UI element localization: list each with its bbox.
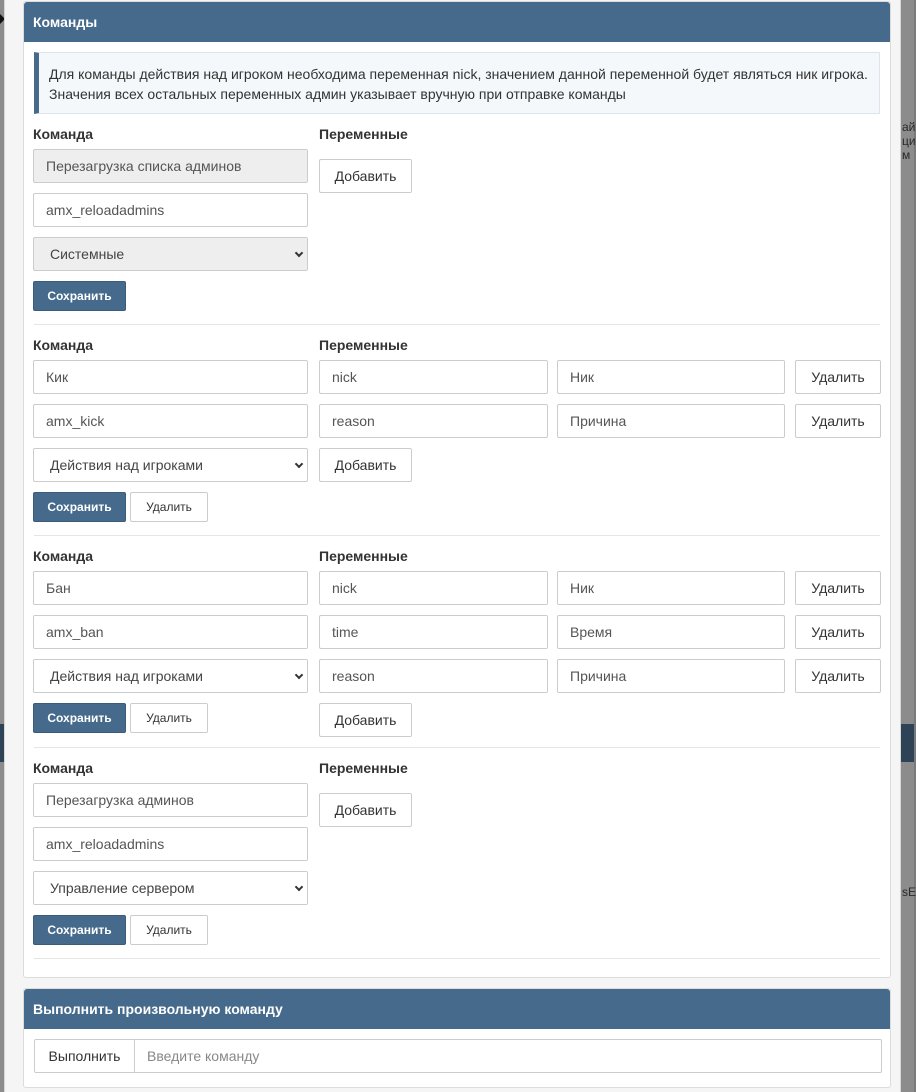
variables-label: Переменные bbox=[319, 548, 408, 564]
command-name-input[interactable]: Кик bbox=[33, 360, 308, 394]
chevron-down-icon bbox=[295, 883, 303, 891]
command-label: Команда bbox=[33, 126, 93, 142]
variable-label-input[interactable]: Ник bbox=[557, 571, 785, 605]
variables-label: Переменные bbox=[319, 337, 408, 353]
variables-label: Переменные bbox=[319, 760, 408, 776]
variable-name-input[interactable]: reason bbox=[319, 404, 548, 438]
delete-variable-button[interactable]: Удалить bbox=[795, 571, 881, 605]
command-string-input[interactable]: amx_reloadadmins bbox=[33, 827, 308, 861]
command-label: Команда bbox=[33, 760, 93, 776]
variable-label-input[interactable]: Время bbox=[557, 615, 785, 649]
delete-variable-button[interactable]: Удалить bbox=[795, 404, 881, 438]
chevron-down-icon bbox=[295, 671, 303, 679]
delete-command-button[interactable]: Удалить bbox=[130, 703, 208, 733]
command-string-input[interactable]: amx_reloadadmins bbox=[33, 193, 308, 227]
command-label: Команда bbox=[33, 337, 93, 353]
exec-panel-title: Выполнить произвольную команду bbox=[24, 989, 890, 1029]
category-select[interactable] bbox=[33, 871, 308, 905]
background-text: м bbox=[902, 148, 911, 162]
command-name-input[interactable]: Перезагрузка админов bbox=[33, 783, 308, 817]
category-select[interactable] bbox=[33, 448, 308, 482]
add-variable-button[interactable]: Добавить bbox=[319, 448, 412, 482]
delete-variable-button[interactable]: Удалить bbox=[795, 659, 881, 693]
background-text: ай bbox=[902, 120, 916, 134]
variable-label-input[interactable]: Причина bbox=[557, 404, 785, 438]
info-alert: Для команды действия над игроком необходима переменная nick, значением данной переменной будет являться ник игрока. Значения всех остальных переменных админ указывает вручную при отправке команды bbox=[34, 52, 880, 114]
command-string-input[interactable]: amx_kick bbox=[33, 404, 308, 438]
background-text: ци bbox=[902, 134, 916, 148]
divider bbox=[34, 958, 880, 959]
command-name-input[interactable]: Перезагрузка списка админов bbox=[33, 149, 308, 183]
add-variable-button[interactable]: Добавить bbox=[319, 703, 412, 737]
category-select-value: Действия над игроками bbox=[50, 457, 203, 473]
variable-label-input[interactable]: Причина bbox=[557, 659, 785, 693]
divider bbox=[34, 535, 880, 536]
exec-panel bbox=[23, 988, 891, 1088]
category-select-value: Действия над игроками bbox=[50, 668, 203, 684]
divider bbox=[34, 747, 880, 748]
category-select[interactable] bbox=[33, 237, 308, 271]
divider bbox=[34, 324, 880, 325]
chevron-down-icon bbox=[295, 249, 303, 257]
category-select[interactable] bbox=[33, 659, 308, 693]
background-text: sE bbox=[902, 885, 916, 899]
add-variable-button[interactable]: Добавить bbox=[319, 793, 412, 827]
command-input[interactable]: Введите команду bbox=[147, 1048, 260, 1064]
command-name-input[interactable]: Бан bbox=[33, 571, 308, 605]
commands-panel bbox=[23, 1, 891, 978]
variable-label-input[interactable]: Ник bbox=[557, 360, 785, 394]
variable-name-input[interactable]: nick bbox=[319, 360, 548, 394]
add-variable-button[interactable]: Добавить bbox=[319, 159, 412, 193]
delete-variable-button[interactable]: Удалить bbox=[795, 615, 881, 649]
modal bbox=[4, 0, 901, 1092]
commands-panel-title: Команды bbox=[24, 2, 890, 42]
delete-command-button[interactable]: Удалить bbox=[130, 915, 208, 945]
chevron-down-icon bbox=[295, 460, 303, 468]
execute-button[interactable]: Выполнить bbox=[35, 1040, 135, 1072]
save-button[interactable]: Сохранить bbox=[33, 281, 126, 311]
variable-name-input[interactable]: nick bbox=[319, 571, 548, 605]
command-label: Команда bbox=[33, 548, 93, 564]
category-select-value: Управление сервером bbox=[50, 880, 195, 896]
variable-name-input[interactable]: time bbox=[319, 615, 548, 649]
command-string-input[interactable]: amx_ban bbox=[33, 615, 308, 649]
variables-label: Переменные bbox=[319, 126, 408, 142]
save-button[interactable]: Сохранить bbox=[33, 915, 126, 945]
save-button[interactable]: Сохранить bbox=[33, 703, 126, 733]
save-button[interactable]: Сохранить bbox=[33, 492, 126, 522]
variable-name-input[interactable]: reason bbox=[319, 659, 548, 693]
category-select-value: Системные bbox=[50, 246, 125, 262]
exec-input-group bbox=[34, 1039, 882, 1073]
delete-command-button[interactable]: Удалить bbox=[130, 492, 208, 522]
delete-variable-button[interactable]: Удалить bbox=[795, 360, 881, 394]
